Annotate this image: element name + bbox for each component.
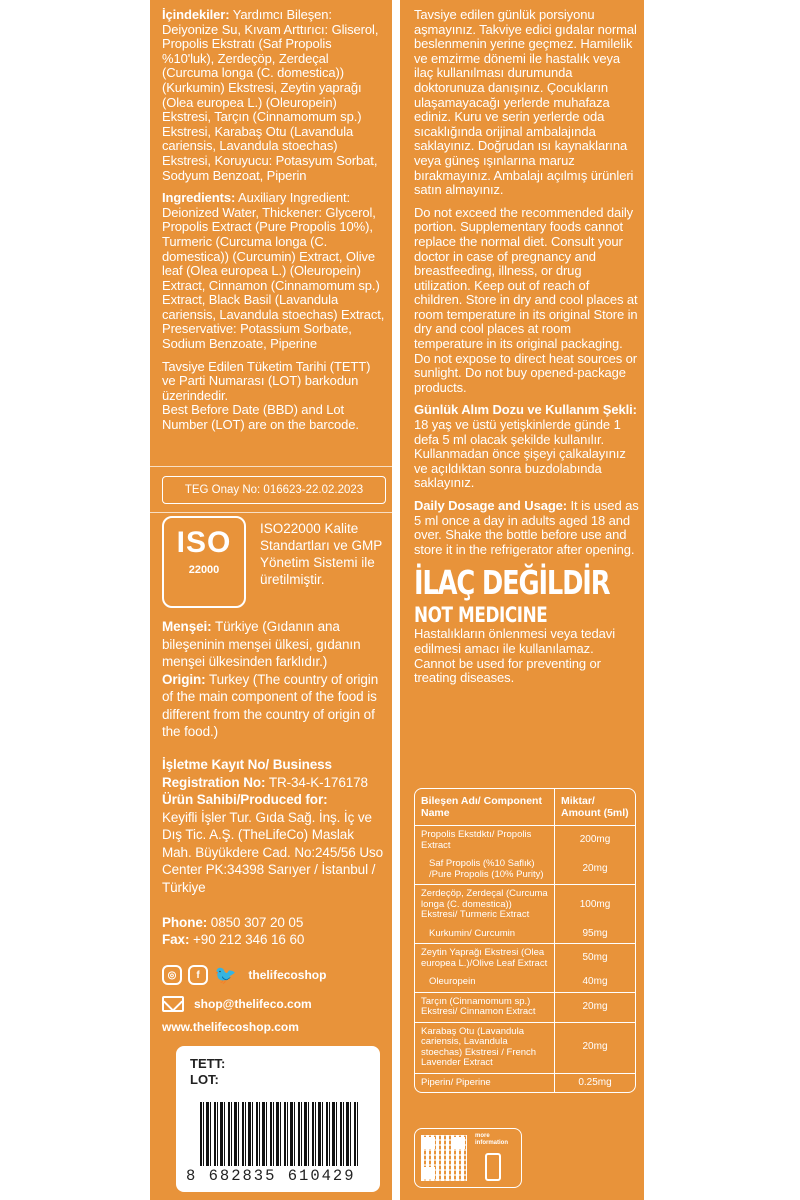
qr-more-info: more information	[475, 1133, 508, 1146]
disease-en: Cannot be used for preventing or treating diseases.	[414, 655, 601, 686]
en-ingredients: Ingredients: Auxiliary Ingredient: Deionized Water, Thickener: Glycerol, Propolis Extract (Pure Propolis 10%), Turmeric (Curcuma longa (C. domestica)) (Curcumin) Extract, Olive leaf (Olea europea L.) (Oleuropein) Extract, Cinnamon (Cinnamomum sp.) Extract, Black Basil (Lavandula cariensis, Lavandula stoechas) Extract, Preservative: Potassium Sorbate, Sodium Benzoate, Piperine	[162, 190, 385, 352]
disease-tr: Hastalıkların önlenmesi veya tedavi edilmesi amacı ile kullanılamaz.	[414, 626, 615, 656]
left-column	[162, 8, 386, 441]
website: www.thelifecoshop.com	[162, 1020, 299, 1034]
dosage-tr: Günlük Alım Dozu ve Kullanım Şekli: 18 yaş ve üstü yetişkinlerde günde 1 defa 5 ml olacak şekilde kullanılır. Kullanmadan önce şişeyi çalkalayınız ve açıldıktan sonra buzdolabında saklayınız.	[414, 402, 637, 491]
right-column	[414, 8, 640, 694]
not-medicine-tr: İLAÇ DEĞİLDİR	[414, 563, 610, 603]
table-body	[415, 826, 635, 1092]
table-row	[415, 1023, 635, 1073]
bbd-note: Best Before Date (BBD) and Lot Number (LOT) are on the barcode.	[162, 402, 359, 433]
table-group	[415, 1023, 635, 1074]
table-header	[415, 789, 635, 826]
table-row	[415, 993, 635, 1022]
iso-badge	[162, 516, 246, 608]
tett-note: Tavsiye Edilen Tüketim Tarihi (TETT) ve Parti Numarası (LOT) barkodun üzerindedir.	[162, 358, 371, 403]
table-row	[415, 925, 635, 944]
owner-address: Keyifli İşler Tur. Gıda Sağ. İnş. İç ve Dış Tic. A.Ş. (TheLifeCo) Maslak Mah. Büyükdere Cad. No:245/56 Uso Center PK:34398 Sarıyer / İstanbul / Türkiye	[162, 809, 384, 895]
origin-en: Origin: Turkey (The country of origin of the main component of the food is different from the country of origin of the food.)	[162, 671, 379, 739]
phone-icon	[485, 1153, 501, 1181]
phone: Phone: 0850 307 20 05	[162, 915, 304, 930]
component-amount: 50mg	[582, 952, 608, 964]
component-name: Piperin/ Piperine	[415, 1074, 555, 1093]
not-medicine-en: NOT MEDICINE	[414, 603, 548, 628]
social-row	[162, 964, 326, 986]
lot-field: LOT:	[190, 1072, 219, 1087]
table-row	[415, 944, 635, 973]
iso-word: ISO	[176, 526, 232, 559]
qr-box	[414, 1128, 522, 1188]
component-name: Kurkumin/ Curcumin	[415, 925, 555, 944]
table-row	[415, 826, 635, 855]
barcode-number: 8 682835 610429	[186, 1167, 356, 1185]
tr-ingredients: İçindekiler: Yardımcı Bileşen: Deiyonize Su, Kıvam Arttırıcı: Gliserol, Propolis Ekstratı (Saf Propolis %10'luk), Zerdeçöp, Zerdeçal (Curcuma longa (C. domestica)) (Kurkumin) Ekstresi, Zeytin yaprağı (Olea europea L.) (Oleuropein) Ekstresi, Tarçın (Cinnamomum sp.) Ekstresi, Karabaş Otu (Lavandula cariensis, Lavandula stoechas) Ekstresi, Koruyucu: Potasyum Sorbat, Sodyum Benzoat, Piperin	[162, 7, 379, 183]
owner-label: Ürün Sahibi/Produced for:	[162, 792, 328, 807]
table-group	[415, 826, 635, 885]
component-amount: 20mg	[582, 1041, 608, 1053]
component-amount: 0.25mg	[578, 1076, 612, 1088]
table-row	[415, 885, 635, 925]
instagram-icon: ◎	[162, 965, 182, 985]
component-amount: 20mg	[582, 863, 608, 875]
component-amount: 100mg	[579, 898, 611, 910]
table-group	[415, 1074, 635, 1093]
origin-tr: Menşei: Türkiye (Gıdanın ana bileşeninin menşei ülkesi, gıdanın menşei ülkesinden farklıdır.)	[162, 619, 361, 669]
teg-approval: TEG Onay No: 016623-22.02.2023	[162, 476, 386, 504]
dosage-en: Daily Dosage and Usage: It is used as 5 ml once a day in adults aged 18 and over. Shake the bottle before use and store it in the refrigerator after opening.	[414, 498, 639, 557]
twitter-icon: 🐦	[214, 964, 237, 985]
component-name: Tarçın (Cinnamomum sp.) Ekstresi/ Cinnamon Extract	[415, 993, 555, 1022]
table-row	[415, 973, 635, 992]
component-name: Oleuropein	[415, 973, 555, 992]
component-amount: 95mg	[582, 927, 608, 939]
component-name: Zerdeçöp, Zerdeçal (Curcuma longa (C. domestica)) Ekstresi/ Turmeric Extract	[415, 885, 555, 925]
tett-field: TETT:	[190, 1056, 226, 1071]
divider	[150, 512, 392, 513]
table-row	[415, 1074, 635, 1093]
header-amount: Miktar/ Amount (5ml)	[561, 795, 629, 819]
divider	[150, 466, 392, 467]
component-name: Saf Propolis (%10 Saflık) /Pure Propolis (10% Purity)	[415, 855, 555, 884]
component-amount: 40mg	[582, 976, 608, 987]
envelope-icon	[162, 996, 184, 1012]
origin-block	[162, 618, 386, 741]
table-row	[415, 855, 635, 884]
component-name: Zeytin Yaprağı Ekstresi (Olea europea L.)/Olive Leaf Extract	[415, 944, 555, 973]
qr-code	[421, 1135, 467, 1181]
barcode	[200, 1102, 360, 1166]
facebook-icon: f	[188, 965, 208, 985]
table-group	[415, 885, 635, 944]
registration: İşletme Kayıt No/ Business Registration No: TR-34-K-176178	[162, 757, 368, 790]
barcode-box	[176, 1046, 380, 1192]
contact-block	[162, 914, 386, 948]
email-row	[162, 994, 312, 1014]
fax: Fax: +90 212 346 16 60	[162, 932, 305, 947]
component-name: Propolis Ekstdktı/ Propolis Extract	[415, 826, 555, 855]
social-handle: thelifecoshop	[248, 968, 327, 982]
email: shop@thelifeco.com	[194, 997, 312, 1011]
warning-en: Do not exceed the recommended daily portion. Supplementary foods cannot replace the normal diet. Consult your doctor in case of pregnancy and breastfeeding, illness, or drug utilization. Keep out of reach of children. Store in dry and cool places at room temperature in its original Store in dry and cool places at room temperature in its original packaging. Do not expose to direct heat sources or sunlight. Do not buy opened-package products.	[414, 204, 638, 395]
component-name: Karabaş Otu (Lavandula cariensis, Lavandula stoechas) Ekstresi / French Lavender Extract	[415, 1023, 555, 1073]
iso-text: ISO22000 Kalite Standartları ve GMP Yönetim Sistemi ile üretilmiştir.	[260, 521, 383, 587]
component-amount: 200mg	[579, 834, 611, 846]
composition-table	[414, 788, 636, 1093]
header-component: Bileşen Adı/ Component Name	[415, 789, 555, 825]
business-block	[162, 756, 386, 896]
table-group	[415, 993, 635, 1023]
component-amount: 20mg	[582, 1000, 608, 1012]
table-group	[415, 944, 635, 993]
warning-tr: Tavsiye edilen günlük porsiyonu aşmayınız. Takviye edici gıdalar normal beslenmenin yerine geçmez. Hamilelik ve emzirme dönemi ile hastalık veya ilaç kullanılması durumunda doktorunuza danışınız. Çocukların ulaşamayacağı yerlerde muhafaza ediniz. Kuru ve serin yerlerde oda sıcaklığında orijinal ambalajında saklayınız. Doğrudan ısı kaynaklarına veya güneş ışınlarına maruz bırakmayınız. Ambalajı açılmış ürünleri satın almayınız.	[414, 7, 637, 198]
iso-number: 22000	[188, 564, 220, 576]
